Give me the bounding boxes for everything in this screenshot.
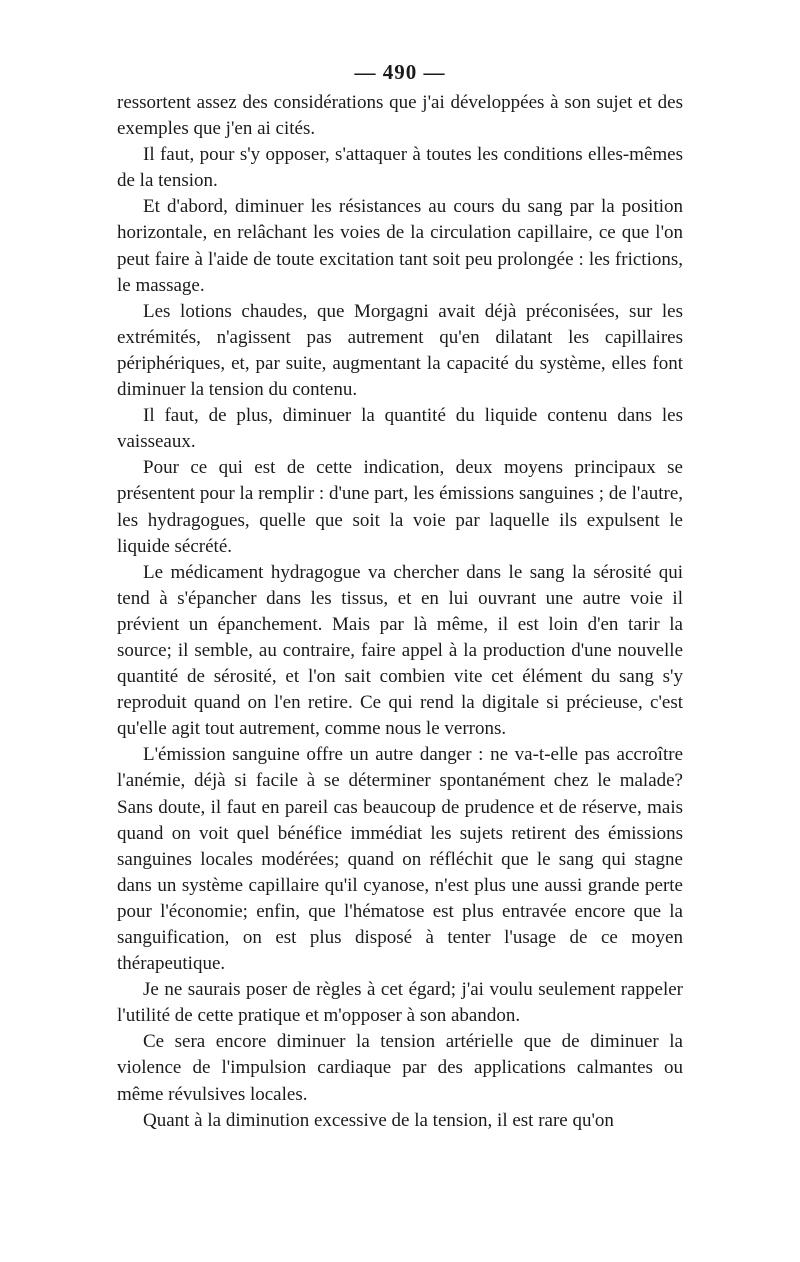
paragraph: Je ne saurais poser de règles à cet égard; j'ai voulu seulement rappeler l'utilité de cette pratique et m'opposer à son abandon. — [117, 979, 683, 1027]
paragraph: L'émission sanguine offre un autre danger : ne va-t-elle pas accroître l'anémie, déjà si facile à se déterminer spontanément chez le malade? Sans doute, il faut en pareil cas beaucoup de prudence et de réserve, mais quand on voit quel bénéfice immédiat les sujets retirent des émissions sanguines locales modérées; quand on réfléchit que le sang qui stagne dans un système capillaire qu'il cyanose, n'est plus une aussi grande perte pour l'économie; enfin, que l'hématose est plus entravée encore que la sanguification, on est plus disposé à tenter l'usage de ce moyen thérapeutique. — [117, 744, 683, 975]
paragraph: Et d'abord, diminuer les résistances au cours du sang par la position horizontale, en relâchant les voies de la circulation capillaire, ce que l'on peut faire à l'aide de toute excitation tant soit peu prolongée : les frictions, le massage. — [117, 196, 683, 296]
paragraph: ressortent assez des considérations que j'ai développées à son sujet et des exemples que j'en ai cités. — [117, 92, 683, 140]
paragraph: Il faut, pour s'y opposer, s'attaquer à toutes les conditions elles-mêmes de la tension. — [117, 144, 683, 192]
page-number: — 490 — — [354, 60, 446, 84]
paragraph: Pour ce qui est de cette indication, deux moyens principaux se présentent pour la remplir : d'une part, les émissions sanguines ; de l'autre, les hydragogues, quelle que soit la voie par laquelle ils expulsent le liquide sécrété. — [117, 457, 683, 557]
paragraph: Ce sera encore diminuer la tension artérielle que de diminuer la violence de l'impulsion cardiaque par des applications calmantes ou même révulsives locales. — [117, 1031, 683, 1105]
book-page — [117, 60, 683, 1134]
body-text — [117, 90, 683, 1134]
paragraph: Quant à la diminution excessive de la tension, il est rare qu'on — [143, 1109, 614, 1131]
paragraph: Les lotions chaudes, que Morgagni avait déjà préconisées, sur les extrémités, n'agissent pas autrement qu'en dilatant les capillaires périphériques, et, par suite, augmentant la capacité du système, elles font diminuer la tension du contenu. — [117, 300, 683, 401]
paragraph: Il faut, de plus, diminuer la quantité du liquide contenu dans les vaisseaux. — [117, 405, 683, 453]
paragraph: Le médicament hydragogue va chercher dans le sang la sérosité qui tend à s'épancher dans les tissus, et en lui ouvrant une autre voie il prévient un épanchement. Mais par là même, il est loin d'en tarir la source; il semble, au contraire, faire appel à la production d'une nouvelle quantité de sérosité, et l'on sait combien vite cet élément du sang s'y reproduit quand on l'en retire. Ce qui rend la digitale si précieuse, c'est qu'elle agit tout autrement, comme nous le verrons. — [117, 561, 683, 740]
